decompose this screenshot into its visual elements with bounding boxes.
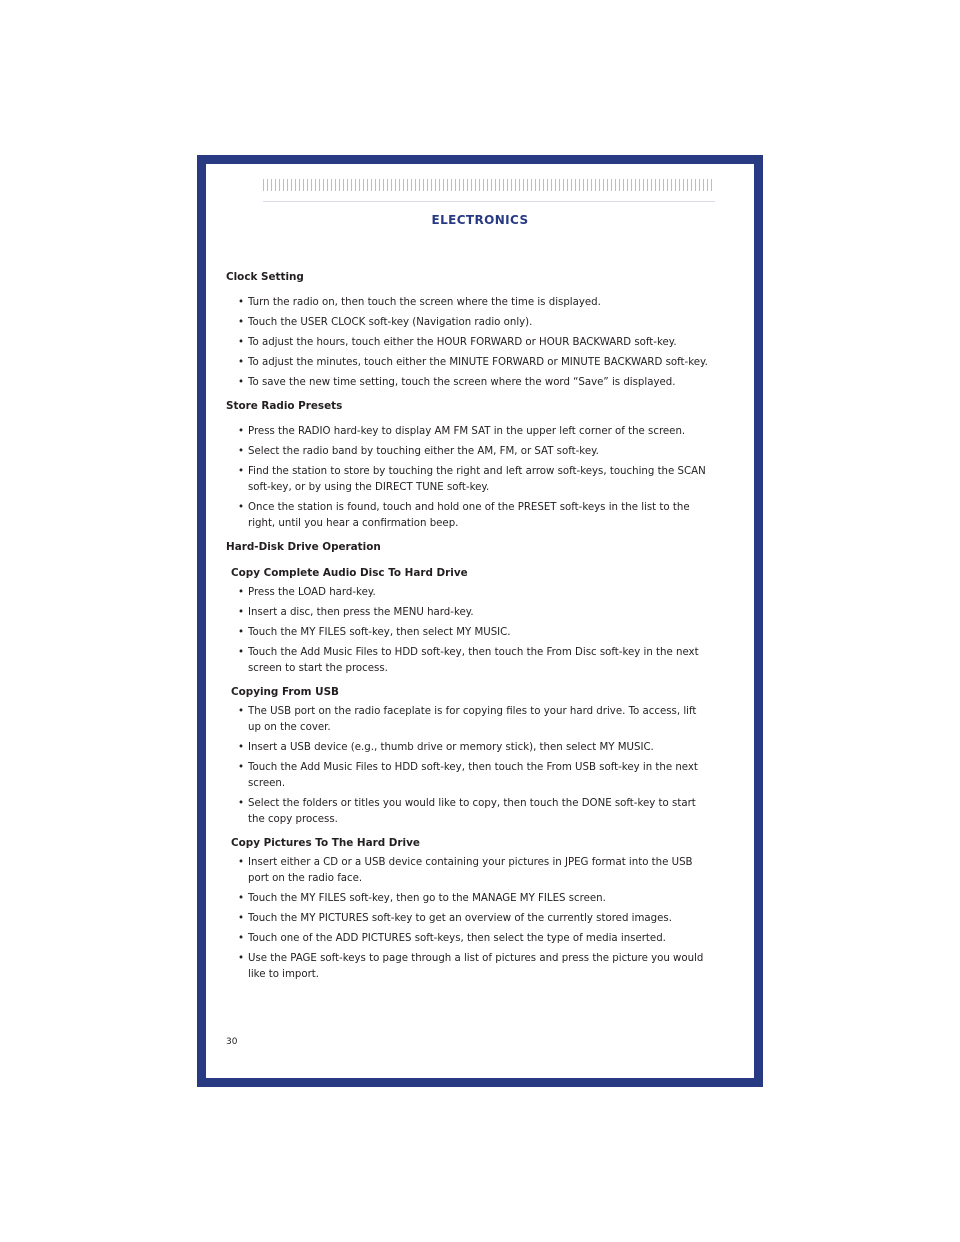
- bullet-icon: •: [238, 426, 245, 437]
- list-item: • Turn the radio on, then touch the screen where the time is displayed.: [226, 295, 712, 311]
- bullet-icon: •: [238, 913, 245, 924]
- bullet-icon: •: [238, 587, 245, 598]
- page-frame: [197, 155, 763, 1087]
- list-item: • Touch the Add Music Files to HDD soft-key, then touch the From USB soft-key in the next screen.: [238, 762, 698, 789]
- bullet-list: [226, 704, 712, 828]
- subsection-title: Copy Pictures To The Hard Drive: [231, 837, 420, 849]
- header-ruler: [263, 179, 715, 191]
- section-header: ELECTRONICS: [431, 213, 529, 227]
- bullet-icon: •: [238, 466, 245, 477]
- section-title: Store Radio Presets: [226, 400, 343, 412]
- section-title: Hard-Disk Drive Operation: [226, 541, 381, 553]
- bullet-icon: •: [238, 297, 245, 308]
- bullet-icon: •: [238, 706, 245, 717]
- bullet-icon: •: [238, 953, 245, 964]
- list-item: • Insert either a CD or a USB device containing your pictures in JPEG format into the USB port on the radio face.: [238, 857, 693, 884]
- list-item: • Press the RADIO hard-key to display AM FM SAT in the upper left corner of the screen.: [226, 424, 712, 440]
- subsection-title: Copy Complete Audio Disc To Hard Drive: [231, 567, 468, 579]
- page: [206, 164, 754, 1078]
- list-item: • Press the LOAD hard-key.: [226, 585, 712, 601]
- bullet-list: [226, 295, 712, 391]
- list-item: • To adjust the hours, touch either the HOUR FORWARD or HOUR BACKWARD soft-key.: [226, 335, 712, 351]
- header-divider: [263, 201, 715, 202]
- bullet-icon: •: [238, 798, 245, 809]
- bullet-icon: •: [238, 647, 245, 658]
- list-item: • To save the new time setting, touch the screen where the word “Save” is displayed.: [226, 375, 712, 391]
- list-item: • Touch the Add Music Files to HDD soft-key, then touch the From Disc soft-key in the next screen to start the process.: [238, 647, 699, 674]
- bullet-list: [226, 424, 712, 532]
- bullet-icon: •: [238, 377, 245, 388]
- bullet-icon: •: [238, 762, 245, 773]
- section-title: Clock Setting: [226, 271, 304, 283]
- subsection-title: Copying From USB: [231, 686, 339, 698]
- bullet-icon: •: [238, 502, 245, 513]
- list-item: • Select the radio band by touching either the AM, FM, or SAT soft-key.: [226, 444, 712, 460]
- list-item: • Select the folders or titles you would like to copy, then touch the DONE soft-key to start the copy process.: [238, 798, 696, 825]
- page-number: 30: [226, 1037, 238, 1047]
- bullet-icon: •: [238, 446, 245, 457]
- list-item: • Touch one of the ADD PICTURES soft-keys, then select the type of media inserted.: [226, 931, 712, 947]
- bullet-list: [226, 585, 712, 677]
- list-item: • Touch the MY PICTURES soft-key to get an overview of the currently stored images.: [226, 911, 712, 927]
- list-item: • Insert a disc, then press the MENU hard-key.: [226, 605, 712, 621]
- bullet-icon: •: [238, 857, 245, 868]
- bullet-icon: •: [238, 742, 245, 753]
- bullet-icon: •: [238, 317, 245, 328]
- bullet-icon: •: [238, 607, 245, 618]
- bullet-icon: •: [238, 933, 245, 944]
- bullet-icon: •: [238, 337, 245, 348]
- page-content: [226, 269, 712, 990]
- list-item: • Find the station to store by touching the right and left arrow soft-keys, touching the SCAN soft-key, or by using the DIRECT TUNE soft-key.: [238, 466, 706, 493]
- list-item: • To adjust the minutes, touch either the MINUTE FORWARD or MINUTE BACKWARD soft-key.: [226, 355, 712, 371]
- list-item: • Touch the USER CLOCK soft-key (Navigation radio only).: [226, 315, 712, 331]
- list-item: • Once the station is found, touch and hold one of the PRESET soft-keys in the list to the right, until you hear a confirmation beep.: [238, 502, 690, 529]
- bullet-icon: •: [238, 627, 245, 638]
- list-item: • Insert a USB device (e.g., thumb drive or memory stick), then select MY MUSIC.: [226, 740, 712, 756]
- list-item: • Touch the MY FILES soft-key, then go to the MANAGE MY FILES screen.: [226, 891, 712, 907]
- bullet-icon: •: [238, 357, 245, 368]
- bullet-icon: •: [238, 893, 245, 904]
- list-item: • Use the PAGE soft-keys to page through a list of pictures and press the picture you would like to import.: [238, 953, 704, 980]
- list-item: • The USB port on the radio faceplate is for copying files to your hard drive. To access, lift up on the cover.: [238, 706, 697, 733]
- bullet-list: [226, 855, 712, 983]
- list-item: • Touch the MY FILES soft-key, then select MY MUSIC.: [226, 625, 712, 641]
